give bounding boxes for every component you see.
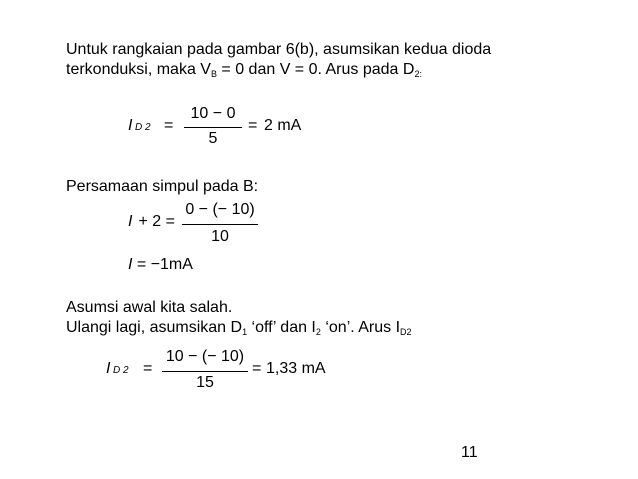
subscript-2: 2 bbox=[315, 327, 321, 337]
equation-id2-second bbox=[106, 348, 326, 398]
eq1-fraction-bar bbox=[184, 127, 242, 128]
subscript-d2: 2: bbox=[414, 69, 422, 79]
eq4-result: 1,33 mA bbox=[266, 360, 326, 377]
subscript-b: B bbox=[210, 69, 217, 79]
eq2-denominator: 10 bbox=[211, 228, 229, 245]
eq2-fraction-bar bbox=[182, 224, 258, 225]
eq3-rhs: = −1mA bbox=[132, 256, 193, 273]
eq4-numerator: 10 − (− 10) bbox=[165, 348, 245, 365]
eq1-fraction bbox=[184, 105, 242, 153]
retry-line-2 bbox=[66, 318, 412, 342]
retry-paragraph bbox=[66, 298, 412, 342]
eq2-fraction bbox=[182, 201, 258, 249]
eq1-lhs-var: I bbox=[128, 117, 133, 134]
eq4-lhs-sub: D 2 bbox=[113, 365, 129, 376]
eq1-numerator: 10 − 0 bbox=[190, 105, 236, 122]
eq4-fraction-bar bbox=[162, 371, 248, 372]
eq1-equals-2: = bbox=[248, 117, 258, 134]
intro-paragraph bbox=[66, 40, 491, 84]
eq1-denominator: 5 bbox=[208, 130, 218, 147]
subscript-d2-b: D2 bbox=[400, 327, 412, 337]
equation-node-b bbox=[128, 201, 268, 251]
node-equation-heading: Persamaan simpul pada B: bbox=[66, 178, 259, 195]
intro-line-2 bbox=[66, 60, 491, 84]
retry-line-2-text-c: ‘on’. Arus I bbox=[320, 319, 401, 336]
eq2-lhs-rest: + 2 = bbox=[134, 213, 175, 230]
equation-i-result bbox=[128, 256, 193, 274]
eq3-lhs-var: I bbox=[128, 256, 133, 273]
retry-line-2-text-a: Ulangi lagi, asumsikan D bbox=[66, 319, 243, 336]
retry-line-1: Asumsi awal kita salah. bbox=[66, 299, 233, 316]
eq1-equals: = bbox=[164, 117, 174, 134]
eq4-equals: = bbox=[143, 360, 153, 377]
eq1-result: 2 mA bbox=[264, 117, 302, 134]
eq4-lhs-var: I bbox=[106, 360, 111, 377]
eq4-denominator: 15 bbox=[196, 374, 214, 391]
eq1-lhs-sub: D 2 bbox=[135, 122, 151, 133]
eq4-fraction bbox=[162, 348, 248, 396]
intro-line-1: Untuk rangkaian pada gambar 6(b), asumsikan kedua dioda bbox=[66, 41, 492, 58]
eq2-numerator: 0 − (− 10) bbox=[185, 201, 255, 218]
page-number: 11 bbox=[461, 444, 478, 461]
equation-id2-first bbox=[128, 105, 302, 155]
subscript-1: 1 bbox=[242, 327, 248, 337]
eq2-lhs-var: I bbox=[128, 213, 133, 230]
eq4-equals-2: = bbox=[252, 360, 262, 377]
retry-line-2-text-b: ‘off’ dan I bbox=[247, 319, 316, 336]
intro-line-2-text-b: = 0 dan V = 0. Arus pada D bbox=[216, 61, 415, 78]
intro-line-2-text-a: terkonduksi, maka V bbox=[66, 61, 211, 78]
